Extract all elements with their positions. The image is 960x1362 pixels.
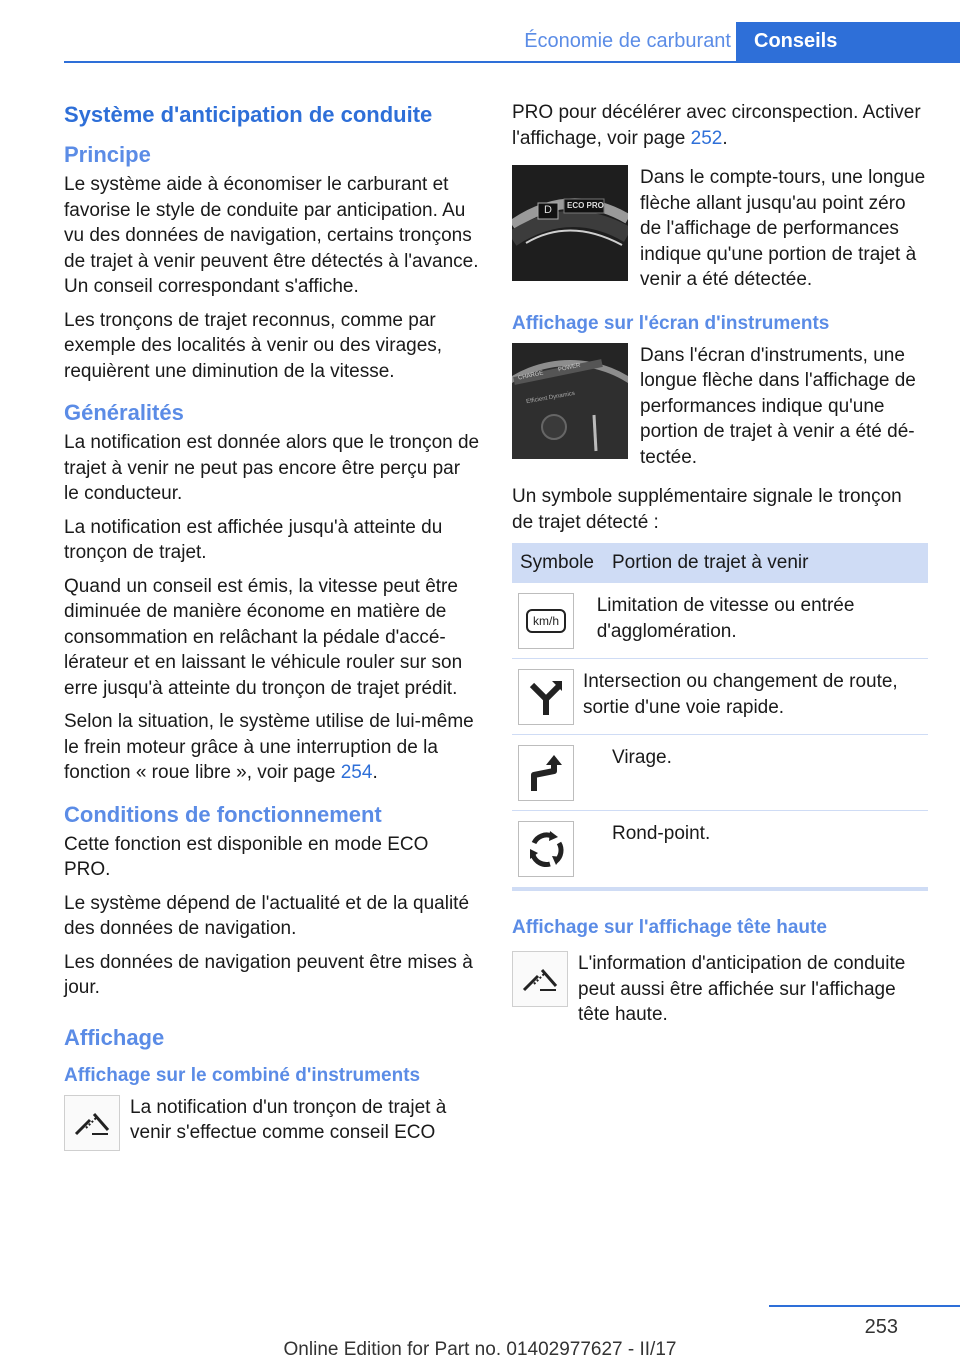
table-cell-symbol (512, 821, 604, 879)
left-column (64, 100, 480, 1159)
edition-footer: Online Edition for Part no. 01402977627 - II/17 (283, 1339, 677, 1360)
paragraph: Les données de navigation peuvent être mises à jour. (64, 951, 473, 998)
table-cell-symbol (512, 593, 589, 650)
paragraph-text: . (372, 762, 378, 783)
instrument-screen-photo (512, 343, 628, 459)
paragraph: Dans le compte-tours, une longue flèche allant jusqu'au point zéro de l'affichage de performances indique qu'une portion de trajet à venir a été détectée. (640, 167, 926, 290)
eco-anticipation-icon (64, 1095, 120, 1151)
paragraph: Les tronçons de trajet reconnus, comme par exemple des localités à venir ou des virages, requièrent une diminution de la vitesse. (64, 309, 443, 382)
table-header (512, 543, 928, 583)
table-row (512, 735, 928, 811)
screen-label-charge: CHARGE (517, 369, 545, 382)
page-number: 253 (864, 1316, 898, 1338)
paragraph: Cette fonction est disponible en mode ECO PRO. (64, 833, 429, 880)
heading-principe: Principe (64, 142, 151, 167)
heading-combine: Affichage sur le combiné d'instruments (64, 1064, 421, 1086)
speed-limit-label: km/h (526, 609, 566, 633)
eco-tip-row (64, 1095, 480, 1151)
right-column (512, 100, 928, 1036)
symbol-table (512, 543, 928, 891)
heading-generalites: Généralités (64, 400, 184, 425)
heading-hud: Affichage sur l'affichage tête haute (512, 917, 827, 938)
footer-rule (769, 1305, 960, 1307)
table-row (512, 659, 928, 735)
heading-ecran-instruments: Affichage sur l'écran d'instruments (512, 312, 830, 334)
paragraph: Le système dépend de l'actualité et de la qualité des données de navigation. (64, 892, 470, 939)
roundabout-icon (518, 821, 574, 877)
paragraph (64, 709, 480, 786)
page-link-254[interactable]: 254 (340, 762, 373, 783)
tachometer-gear-label: D (544, 204, 552, 216)
paragraph-text: Selon la situation, le système utilise de lui-même le frein moteur grâce à une interruption de la fonction « roue libre », voir page (64, 711, 474, 783)
paragraph: La notification est affichée jusqu'à atteinte du tronçon de trajet. (64, 516, 443, 563)
header-rule (64, 61, 960, 63)
tachometer-row (512, 165, 928, 293)
table-cell-symbol (512, 669, 575, 726)
paragraph (512, 100, 928, 151)
heading-conditions: Conditions de fonctionnement (64, 801, 382, 827)
tachometer-photo (512, 165, 628, 281)
table-cell-text: Virage. (612, 747, 672, 768)
instrument-screen-row (512, 343, 928, 471)
table-row (512, 583, 928, 659)
hud-row (512, 951, 928, 1028)
table-cell-text: Limitation de vitesse ou entrée d'agglomération. (596, 595, 855, 642)
paragraph: L'information d'anticipation de conduite peut aussi être affichée sur l'affichage tête haute. (578, 953, 906, 1025)
table-cell-text: Intersection ou changement de route, sortie d'une voie rapide. (582, 671, 898, 718)
heading-affichage: Affichage (64, 1024, 165, 1050)
paragraph: La notification d'un tronçon de trajet à venir s'effectue comme conseil ECO (130, 1096, 447, 1143)
paragraph: Quand un conseil est émis, la vitesse peut être diminuée de manière économe en matière de consommation en relâchant la pédale d'accélérateur et en laissant le véhicule rouler sur son erre jusqu'à atteinte du tronçon de trajet prédit. (64, 575, 463, 699)
paragraph: Dans l'écran d'instruments, une longue flèche dans l'affichage de performances indique qu'une portion de trajet à venir a été détectée. (640, 344, 916, 468)
table-header-symbol: Symbole (520, 552, 594, 573)
table-row (512, 811, 928, 887)
intersection-icon (518, 669, 574, 725)
table-header-portion: Portion de trajet à venir (612, 552, 809, 573)
page-link-252[interactable]: 252 (690, 127, 723, 149)
table-cell-symbol (512, 745, 604, 802)
header-tab-conseils: Conseils (736, 22, 960, 63)
paragraph: La notification est donnée alors que le tronçon de trajet à venir ne peut pas encore être perçu par le conducteur. (64, 432, 480, 504)
table-cell-text: Rond-point. (612, 823, 711, 844)
screen-label-efficient: Efficient Dynamics (525, 390, 576, 405)
paragraph-text: PRO pour décélérer avec circonspection. Activer l'affichage, voir page (512, 102, 921, 149)
tachometer-mode-label: ECO PRO (567, 201, 604, 210)
screen-label-power: POWER (557, 362, 582, 373)
paragraph: Un symbole supplémentaire signale le tronçon de trajet détecté : (512, 486, 902, 533)
curve-icon (518, 745, 574, 801)
section-title: Système d'anticipation de conduite (64, 102, 433, 127)
header-section-title: Économie de carburant (524, 30, 731, 52)
paragraph: Le système aide à économiser le carburant et favorise le style de conduite par anticipation. Au vu des données de navigation, certains tronçons de trajet à venir peuvent être détectés à l'avance. Un conseil correspondant s'affiche. (64, 174, 479, 297)
eco-anticipation-icon (512, 951, 568, 1007)
paragraph-text: . (722, 127, 728, 149)
speed-limit-icon (518, 593, 574, 649)
